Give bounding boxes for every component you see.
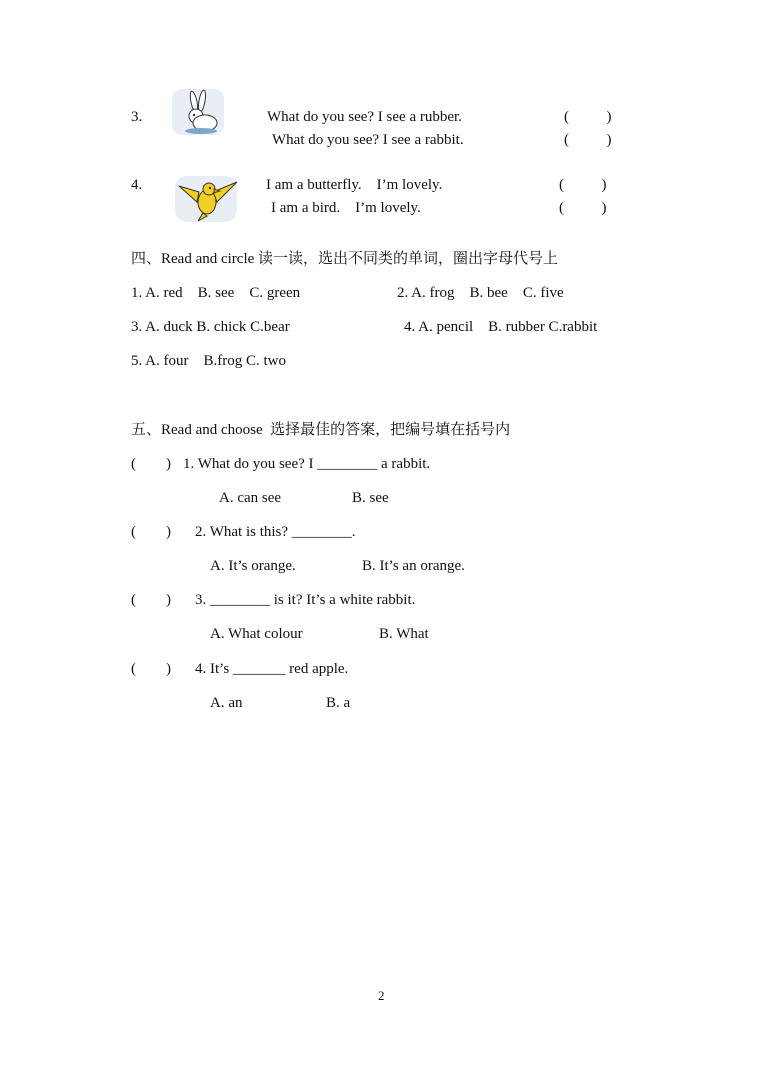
option-a[interactable]: A. It’s orange. (210, 558, 296, 574)
answer-bracket[interactable]: ( ) (559, 177, 607, 193)
option-a[interactable]: A. What colour (210, 626, 303, 642)
answer-bracket[interactable]: ( ) (131, 524, 171, 540)
answer-bracket[interactable]: ( ) (564, 109, 612, 125)
sentence: What do you see? I see a rubber. (267, 109, 462, 125)
question-text: 3. ________ is it? It’s a white rabbit. (195, 592, 416, 608)
option-b[interactable]: B. a (326, 695, 351, 711)
option-b[interactable]: B. What (379, 626, 429, 642)
word-group[interactable]: 5. A. four B.frog C. two (131, 353, 286, 369)
question-text: 2. What is this? ________. (195, 524, 356, 540)
word-group[interactable]: 4. A. pencil B. rubber C.rabbit (404, 319, 598, 335)
bird-illustration (171, 172, 241, 224)
word-group[interactable]: 3. A. duck B. chick C.bear (131, 319, 290, 335)
section-4-title: 四、Read and circle 读一读，选出不同类的单词，圈出字母代号上 (131, 251, 559, 267)
item-number: 3. (131, 109, 143, 125)
answer-bracket[interactable]: ( ) (131, 661, 171, 677)
question-text: 1. What do you see? I ________ a rabbit. (183, 456, 431, 472)
word-group[interactable]: 2. A. frog B. bee C. five (397, 285, 564, 301)
sentence: What do you see? I see a rabbit. (272, 132, 464, 148)
page-number: 2 (378, 988, 385, 1003)
sentence: I am a bird. I’m lovely. (271, 200, 421, 216)
question-text: 4. It’s _______ red apple. (195, 661, 349, 677)
sentence: I am a butterfly. I’m lovely. (266, 177, 443, 193)
option-a[interactable]: A. an (210, 695, 243, 711)
option-a[interactable]: A. can see (219, 490, 282, 506)
answer-bracket[interactable]: ( ) (131, 456, 171, 472)
answer-bracket[interactable]: ( ) (564, 132, 612, 148)
word-group[interactable]: 1. A. red B. see C. green (131, 285, 301, 301)
option-b[interactable]: B. It’s an orange. (362, 558, 465, 574)
rabbit-illustration (171, 88, 225, 136)
item-number: 4. (131, 177, 143, 193)
answer-bracket[interactable]: ( ) (559, 200, 607, 216)
section-5-title: 五、Read and choose 选择最佳的答案，把编号填在括号内 (131, 422, 511, 438)
answer-bracket[interactable]: ( ) (131, 592, 171, 608)
option-b[interactable]: B. see (352, 490, 389, 506)
